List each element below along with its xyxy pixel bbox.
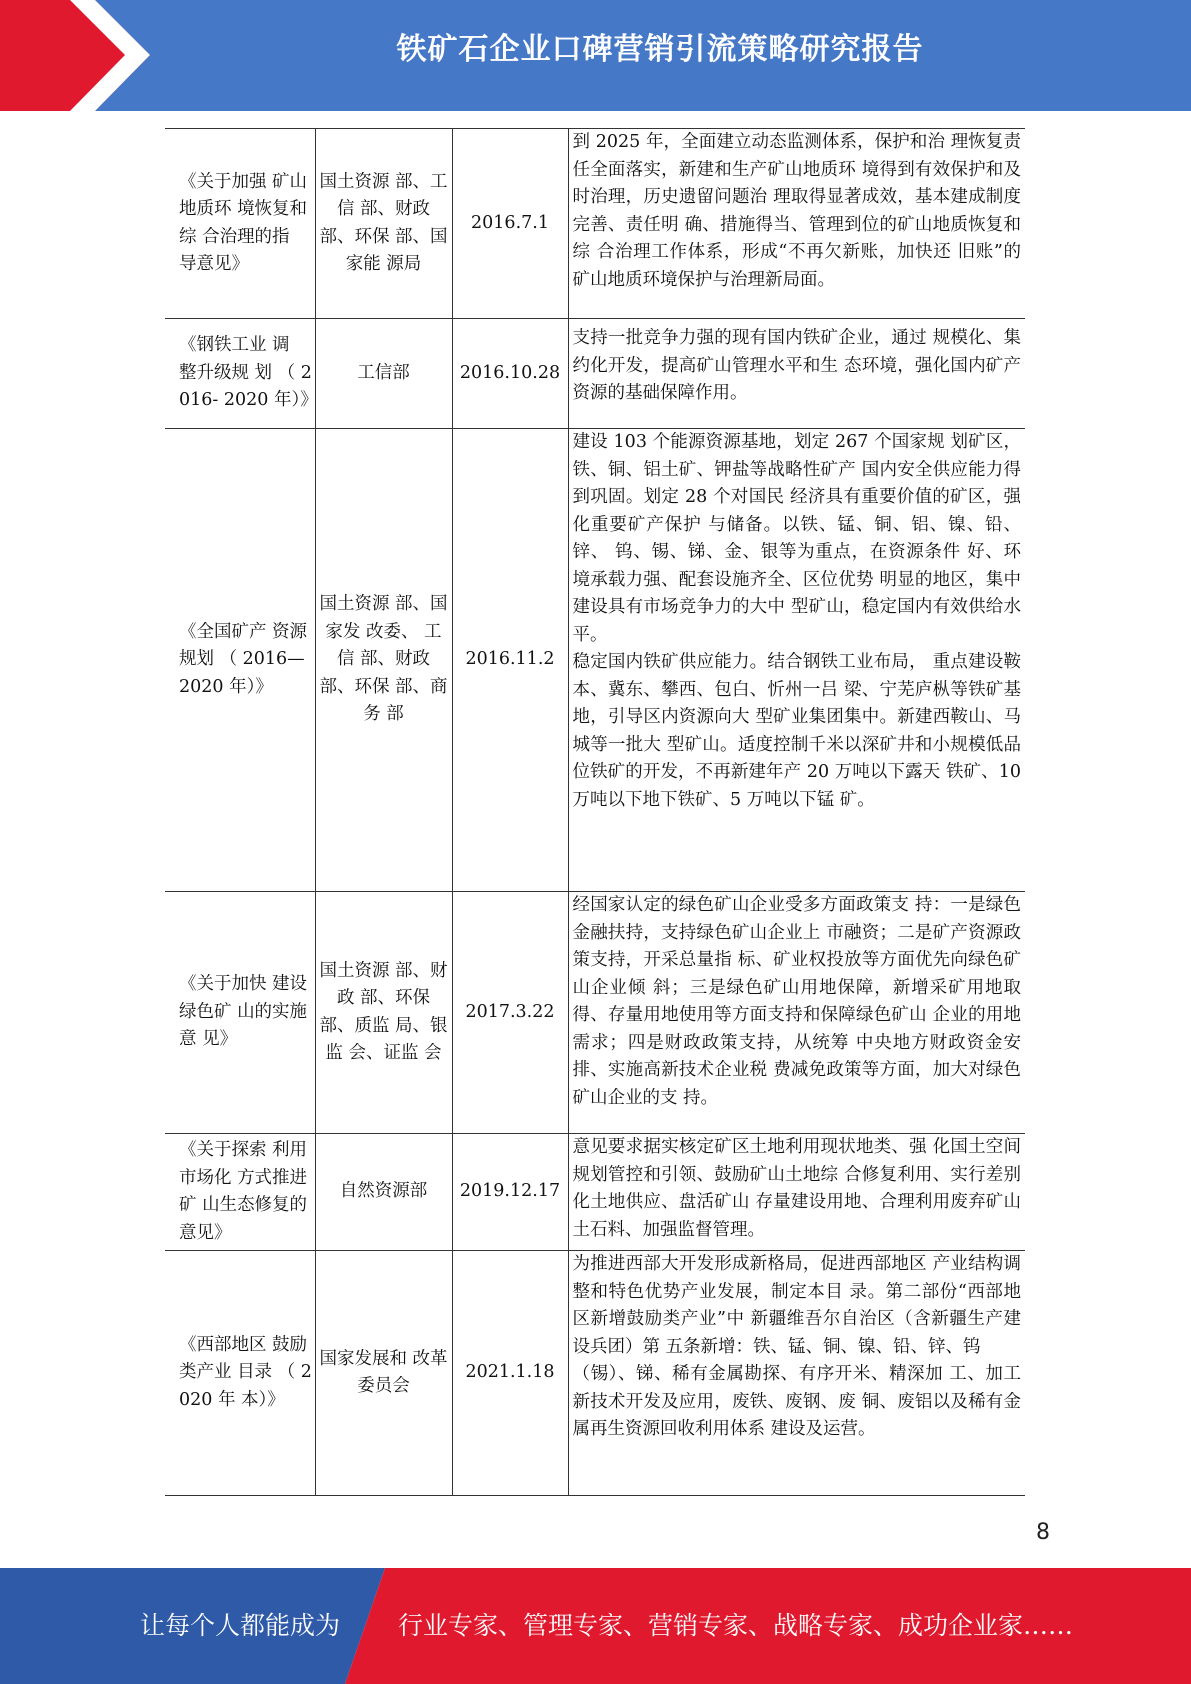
policy-content <box>568 429 1025 892</box>
policy-content <box>568 319 1025 429</box>
table-row <box>165 429 1025 892</box>
page-header <box>0 0 1191 111</box>
issuing-department: 国土资源 部、财政 部、环保 部、质监 局、银监 会、证监 会 <box>315 892 452 1134</box>
table-row <box>165 1134 1025 1251</box>
issue-date: 2016.11.2 <box>452 429 568 892</box>
report-title: 铁矿石企业口碑营销引流策略研究报告 <box>396 32 924 67</box>
footer-slogan-right: 行业专家、管理专家、营销专家、战略专家、成功企业家…… <box>398 1611 1074 1640</box>
table-row <box>165 892 1025 1134</box>
policy-name: 《关于探索 利用市场化 方式推进矿 山生态修复的意见》 <box>165 1134 315 1251</box>
policy-content-text: 支持一批竞争力强的现有国内铁矿企业，通过 规模化、集约化开发，提高矿山管理水平和生 态环境，强化国内矿产资源的基础保障作用。 <box>572 328 1021 403</box>
policy-name: 《全国矿产 资源规划 （ 2016— 2020 年）》 <box>165 429 315 892</box>
issuing-department: 国家发展和 改革委员会 <box>315 1251 452 1496</box>
policy-content-paragraph: 为推进西部大开发形成新格局，促进西部地区 产业结构调整和特色优势产业发展，制定本目 录。第二部份“西部地区新增鼓励类产业”中 新疆维吾尔自治区（含新疆生产建设兵团）第 五条新增：铁、锰、铜、镍、铅、锌、钨 <box>572 1254 1021 1357</box>
policy-name: 《西部地区 鼓励类产业 目录 （ 2020 年 本）》 <box>165 1251 315 1496</box>
policy-content-paragraph: （锡）、锑、稀有金属勘探、有序开米、精深加 工、加工新技术开发及应用，废铁、废钢、废 铜、废铝以及稀有金属再生资源回收利用体系 建设及运营。 <box>572 1364 1021 1439</box>
issuing-department: 工信部 <box>315 319 452 429</box>
policy-content: 意见要求据实核定矿区土地利用现状地类、强 化国土空间规划管控和引领、鼓励矿山土地综 合修复利用、实行差别化土地供应、盘活矿山 存量建设用地、合理利用废弃矿山土石料、加强监督管理。 <box>568 1134 1025 1251</box>
issue-date: 2021.1.18 <box>452 1251 568 1496</box>
page-footer <box>0 1568 1191 1684</box>
issuing-department: 自然资源部 <box>315 1134 452 1251</box>
policy-content: 经国家认定的绿色矿山企业受多方面政策支 持：一是绿色金融扶持，支持绿色矿山企业上 市融资；二是矿产资源政策支持，开采总量指 标、矿业权投放等方面优先向绿色矿山企业倾 斜；三是绿色矿山用地保障，新增采矿用地取 得、存量用地使用等方面支持和保障绿色矿山 企业的用地需求；四是财政政策支持，从统筹 中央地方财政资金安排、实施高新技术企业税 费减免政策等方面，加大对绿色矿山企业的支 持。 <box>568 892 1025 1134</box>
table-row <box>165 129 1025 319</box>
table-row <box>165 1251 1025 1496</box>
page-number: 8 <box>1036 1520 1050 1545</box>
policy-table <box>165 128 1025 1496</box>
issue-date: 2016.10.28 <box>452 319 568 429</box>
footer-slogan-left: 让每个人都能成为 <box>140 1611 341 1640</box>
issuing-department: 国土资源 部、国家发 改委、 工信 部、财政 部、环保 部、商务 部 <box>315 429 452 892</box>
policy-content: 到 2025 年，全面建立动态监测体系，保护和治 理恢复责任全面落实，新建和生产矿山地质环 境得到有效保护和及时治理，历史遗留问题治 理取得显著成效，基本建成制度完善、责任明 确、措施得当、管理到位的矿山地质恢复和综 合治理工作体系，形成“不再欠新账，加快还 旧账”的矿山地质环境保护与治理新局面。 <box>568 129 1025 319</box>
issue-date: 2017.3.22 <box>452 892 568 1134</box>
issue-date: 2016.7.1 <box>452 129 568 319</box>
issue-date: 2019.12.17 <box>452 1134 568 1251</box>
policy-content-paragraph: 稳定国内铁矿供应能力。结合钢铁工业布局， 重点建设鞍本、冀东、攀西、包白、忻州一吕 梁、宁芜庐枞等铁矿基地，引导区内资源向大 型矿业集团集中。新建西鞍山、马城等一批大 型矿山。适度控制千米以深矿井和小规模低品 位铁矿的开发，不再新建年产 20 万吨以下露天 铁矿、10 万吨以下地下铁矿、5 万吨以下锰 矿。 <box>572 652 1021 810</box>
issuing-department: 国土资源 部、工信 部、财政 部、环保 部、国家能 源局 <box>315 129 452 319</box>
policy-name: 《关于加强 矿山地质环 境恢复和综 合治理的指 导意见》 <box>165 129 315 319</box>
policy-name: 《关于加快 建设绿色矿 山的实施意 见》 <box>165 892 315 1134</box>
table-row <box>165 319 1025 429</box>
policy-name: 《钢铁工业 调 整升级规 划 （ 2016- 2020 年）》 <box>165 319 315 429</box>
policy-content-paragraph: 建设 103 个能源资源基地，划定 267 个国家规 划矿区，铁、铜、铝土矿、钾盐等战略性矿产 国内安全供应能力得到巩固。划定 28 个对国民 经济具有重要价值的矿区，强化重要矿产保护 与储备。以铁、锰、铜、铝、镍、铅、锌、 钨、锡、锑、金、银等为重点，在资源条件 好、环境承载力强、配套设施齐全、区位优势 明显的地区，集中建设具有市场竞争力的大中 型矿山，稳定国内有效供给水平。 <box>572 432 1021 645</box>
policy-content <box>568 1251 1025 1496</box>
